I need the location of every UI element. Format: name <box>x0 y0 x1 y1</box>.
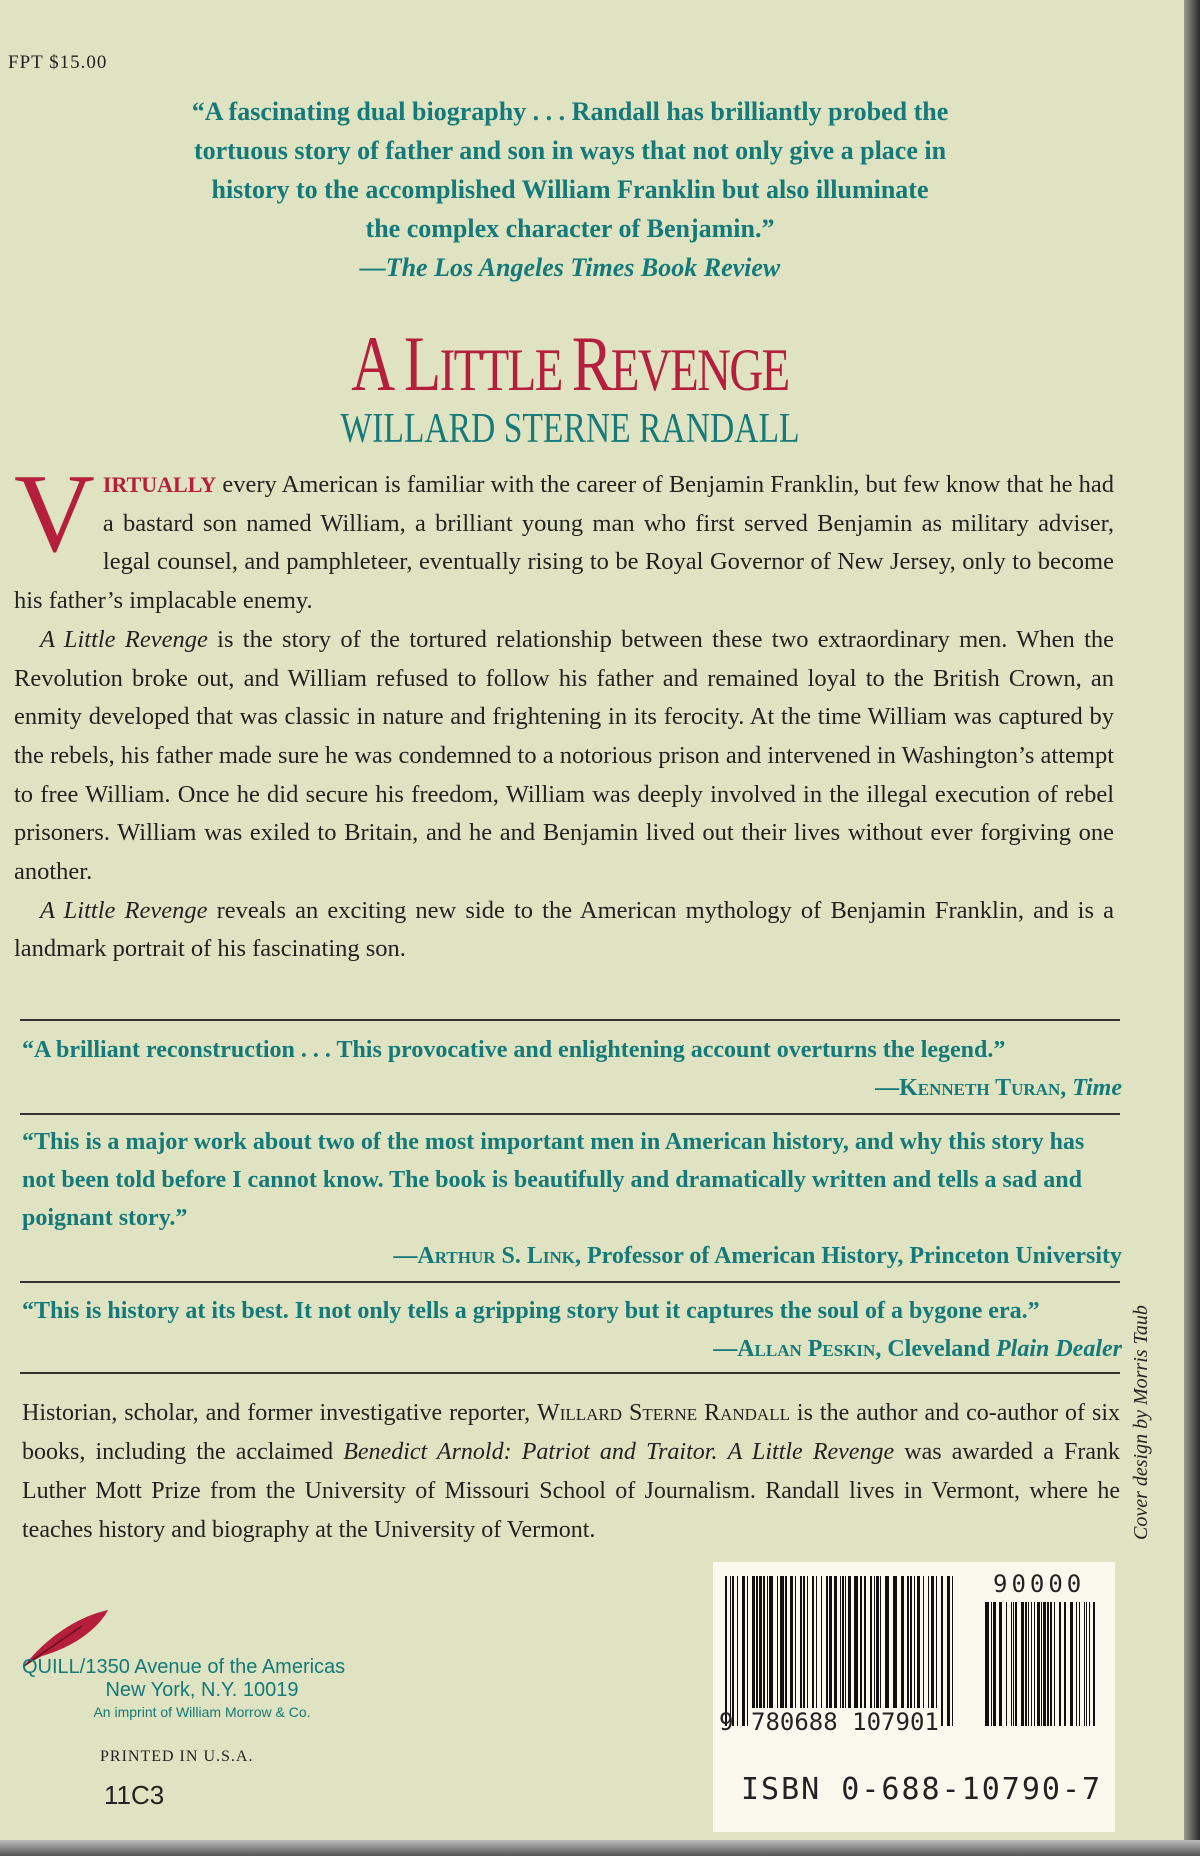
reviewer-affiliation: Professor of American History, Princeton University <box>586 1243 1122 1269</box>
publisher-city: New York, N.Y. 10019 <box>105 1679 299 1701</box>
barcode-first-digit: 9 <box>719 1708 734 1736</box>
divider <box>20 1113 1120 1115</box>
book-title-inline: A Little Revenge <box>40 896 208 924</box>
quote-line: tortuous story of father and son in ways that not only give a place in <box>193 136 947 165</box>
paragraph-text: every American is familiar with the career of Benjamin Franklin, but few know that he had a bastard son named William, a brilliant young man who first served Benjamin as military adviser, legal counsel, and pamphleteer, eventually rising to be Royal Governor of New Jersey, only to become his father’s implacable enemy. <box>14 471 1114 615</box>
barcode-bar <box>1079 1602 1080 1726</box>
book-description <box>14 452 1114 969</box>
barcode-addon-digits: 90000 <box>993 1570 1086 1598</box>
barcode-bar <box>730 1576 731 1726</box>
barcode-bar <box>780 1576 784 1726</box>
barcode-bar <box>885 1576 889 1726</box>
bio-author-name: Willard Sterne Randall <box>537 1400 790 1426</box>
barcode-bar <box>1034 1602 1035 1726</box>
barcode-bar <box>874 1576 875 1726</box>
barcode-bar <box>821 1576 822 1726</box>
quote-attribution <box>22 1237 1122 1275</box>
barcode-bar <box>767 1576 768 1726</box>
barcode-bar <box>914 1576 915 1726</box>
barcode-bar <box>1043 1602 1046 1726</box>
barcode-bar <box>1086 1602 1087 1726</box>
barcode-bar <box>999 1602 1002 1726</box>
barcode-bar <box>1047 1602 1049 1726</box>
barcode-bar <box>747 1576 748 1726</box>
publisher-info <box>22 1656 382 1720</box>
barcode-bar <box>842 1576 844 1726</box>
description-paragraph <box>14 452 1114 621</box>
barcode-bar <box>803 1576 805 1726</box>
review-quote <box>22 1031 1122 1107</box>
quote-text: “A brilliant reconstruction . . . This provocative and enlightening account overturns the legend.” <box>22 1037 1006 1063</box>
divider <box>20 1019 1120 1021</box>
barcode-bar <box>1064 1602 1066 1726</box>
barcode-bar <box>1089 1602 1090 1726</box>
barcode-bar <box>1011 1602 1012 1726</box>
publisher-address: QUILL/1350 Avenue of the Americas <box>22 1656 346 1678</box>
barcode-bar <box>864 1576 866 1726</box>
barcode-bar <box>936 1576 937 1726</box>
barcode-bar <box>759 1576 762 1726</box>
barcode-bar <box>1013 1602 1014 1726</box>
barcode-bar <box>860 1576 862 1726</box>
barcode-bar <box>790 1576 793 1726</box>
reviewer-name: —Kenneth Turan, <box>875 1075 1073 1101</box>
publication: Plain Dealer <box>996 1336 1122 1362</box>
author-name: WILLARD STERNE RANDALL <box>340 406 800 452</box>
bio-text: Historian, scholar, and former investigative reporter, <box>22 1400 538 1426</box>
bottom-edge-shadow <box>0 1840 1200 1856</box>
barcode-bar <box>907 1576 909 1726</box>
barcode-bar <box>1093 1602 1095 1726</box>
top-review-quote <box>0 92 1140 287</box>
barcode-bar <box>923 1576 924 1726</box>
divider <box>20 1281 1120 1283</box>
barcode-bar <box>777 1576 778 1726</box>
barcode-bar <box>993 1602 996 1726</box>
book-title-inline: A Little Revenge <box>40 625 208 653</box>
barcode-bar <box>737 1576 738 1726</box>
reviewer-name: —Allan Peskin, <box>713 1336 888 1362</box>
drop-cap: V <box>14 452 95 576</box>
bio-text: is the author and co-author of six books, including the acclaimed <box>22 1400 1120 1465</box>
lead-word: IRTUALLY <box>102 472 217 497</box>
barcode-bar <box>1037 1602 1040 1726</box>
barcode-bar <box>931 1576 934 1726</box>
book-edge-shadow <box>1184 0 1200 1856</box>
description-paragraph <box>14 892 1114 969</box>
barcode-bar <box>941 1576 943 1726</box>
barcode-bar <box>1006 1602 1007 1726</box>
barcode-bar <box>829 1576 832 1726</box>
description-paragraph <box>14 621 1114 892</box>
bio-book-title: A Little Revenge <box>727 1439 895 1465</box>
quote-line: “A fascinating dual biography . . . Randall has brilliantly probed the <box>191 97 949 126</box>
bio-text: was awarded a Frank Luther Mott Prize from the University of Missouri School of Journalism. Randall lives in Vermont, where he teaches history and biography at the University of Vermont. <box>22 1439 1121 1543</box>
barcode-bar <box>1025 1602 1027 1726</box>
barcode-bar <box>785 1576 787 1726</box>
quote-line: the complex character of Benjamin.” <box>365 214 775 243</box>
printed-in-label: PRINTED IN U.S.A. <box>100 1748 254 1765</box>
barcode-bar <box>816 1576 817 1726</box>
paragraph-text: reveals an exciting new side to the American mythology of Benjamin Franklin, and is a landmark portrait of his fascinating son. <box>14 896 1114 963</box>
barcode-bar <box>880 1576 881 1726</box>
barcode-bar <box>870 1576 872 1726</box>
bio-book-title: Benedict Arnold: Patriot and Traitor. <box>343 1439 718 1465</box>
barcode-bar <box>854 1576 858 1726</box>
quote-text: “This is a major work about two of the most important men in American history, and why this story has not been told before I cannot know. The book is beautifully and dramatically written and tells a sad and poignant story.” <box>22 1129 1085 1231</box>
barcode-digits: 780688 107901 <box>751 1708 939 1736</box>
reviewer-affiliation: Cleveland <box>887 1336 996 1362</box>
quote-attribution <box>713 1330 1122 1368</box>
quote-line: history to the accomplished William Franklin but also illuminate <box>211 175 929 204</box>
barcode-bar <box>826 1576 828 1726</box>
barcode-bar <box>1021 1602 1024 1726</box>
barcode-bar <box>756 1576 758 1726</box>
barcode-bar <box>991 1602 992 1726</box>
barcode-bar <box>947 1576 950 1726</box>
barcode-bar <box>1076 1602 1077 1726</box>
author-bio <box>22 1394 1120 1550</box>
cover-design-credit: Cover design by Morris Taub <box>1130 1305 1152 1540</box>
quote-attribution <box>875 1069 1122 1107</box>
barcode-bar <box>1015 1602 1017 1726</box>
barcode-bar <box>1070 1602 1073 1726</box>
isbn-number: ISBN 0-688-10790-7 <box>741 1772 1103 1807</box>
publisher-imprint: An imprint of William Morrow & Co. <box>93 1704 311 1720</box>
barcode-bar <box>952 1576 953 1726</box>
barcode-bar <box>742 1576 745 1726</box>
barcode-bar <box>848 1576 851 1726</box>
barcode-bar <box>752 1576 755 1726</box>
review-quote <box>22 1292 1122 1368</box>
barcode-bar <box>893 1576 897 1726</box>
price-label: FPT $15.00 <box>8 52 108 73</box>
publication: Time <box>1072 1075 1122 1101</box>
barcode-bar <box>1084 1602 1085 1726</box>
divider <box>20 1372 1120 1374</box>
bio-text <box>717 1439 727 1465</box>
title-part: R <box>571 320 611 407</box>
barcode-bar <box>1054 1602 1055 1726</box>
title-part: ITTLE <box>439 337 572 403</box>
barcode-bar <box>769 1576 773 1726</box>
isbn-barcode <box>713 1562 1115 1832</box>
quote-source: —The Los Angeles Times Book Review <box>359 253 781 282</box>
barcode-bar <box>901 1576 904 1726</box>
barcode-bar <box>1050 1602 1052 1726</box>
book-title <box>125 322 1014 412</box>
barcode-bar <box>1059 1602 1061 1726</box>
barcode-bar <box>928 1576 929 1726</box>
title-part: EVENGE <box>610 337 789 403</box>
paragraph-text: is the story of the tortured relationship between these two extraordinary men. When the Revolution broke out, and William refused to follow his father and remained loyal to the British Crown, an enmity developed that was classic in nature and frightening in its ferocity. At the time William was captured by the rebels, his father made sure he was condemned to a notorious prison and intervened in Washington’s attempt to free William. Once he did secure his freedom, William was deeply involved in the illegal execution of rebel prisoners. William was exiled to Britain, and he and Benjamin lived out their lives without ever forgiving one another. <box>14 625 1114 886</box>
reviewer-name: —Arthur S. Link, <box>393 1243 587 1269</box>
barcode-bar <box>1031 1602 1032 1726</box>
barcode-bar <box>876 1576 879 1726</box>
barcode-bar <box>917 1576 920 1726</box>
barcode-bar <box>800 1576 802 1726</box>
title-part: L <box>403 320 440 407</box>
title-part: A <box>351 320 404 407</box>
barcode-bar <box>1041 1602 1042 1726</box>
barcode-bar <box>807 1576 808 1726</box>
print-code: 11C3 <box>104 1780 165 1810</box>
barcode-bar <box>985 1602 989 1726</box>
quote-text: “This is history at its best. It not only tells a gripping story but it captures the soul of a bygone era.” <box>22 1298 1040 1324</box>
barcode-bar <box>763 1576 765 1726</box>
barcode-bar <box>725 1576 727 1726</box>
barcode-bar <box>1028 1602 1029 1726</box>
barcode-bar <box>845 1576 846 1726</box>
barcode-bar <box>910 1576 912 1726</box>
review-quote <box>22 1123 1122 1275</box>
barcode-bar <box>834 1576 837 1726</box>
barcode-bar <box>795 1576 796 1726</box>
barcode-bar <box>732 1576 734 1726</box>
barcode-bar <box>840 1576 841 1726</box>
barcode-bar <box>812 1576 814 1726</box>
